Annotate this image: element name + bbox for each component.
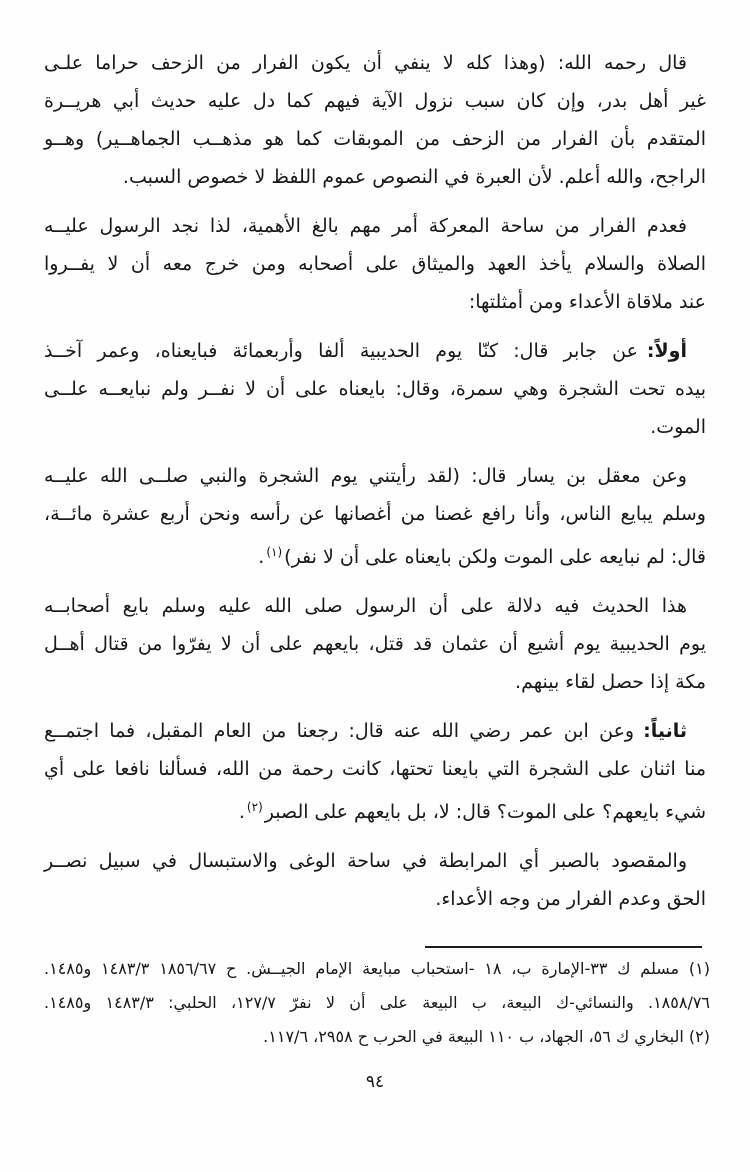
text-line: الصلاة والسلام يأخذ العهد والميثاق على أصحابه ومن خرج معه أن لا يفــروا [44, 253, 706, 275]
paragraph [44, 842, 706, 918]
footnote-line: ١٨٥٨/٧٦. والنسائي-ك البيعة، ب البيعة على أن لا نفرّ ١٢٧/٧، الحلبي: ١٤٨٣/٣ و١٤٨٥. [44, 993, 711, 1012]
paragraph [44, 587, 706, 701]
footnote-marker: (١) [266, 545, 283, 559]
text-line: غير أهل بدر، وإن كان سبب نزول الآية فيهم كما دل عليه حديث أبي هريــرة [44, 90, 706, 112]
footnotes-section [44, 952, 710, 1054]
text-line [44, 533, 706, 576]
text-line: مكة إذا حصل لقاء بينهم. [515, 671, 706, 693]
text-line: فعدم الفرار من ساحة المعركة أمر مهم بالغ الأهمية، لذا نجد الرسول عليــه [44, 215, 687, 237]
page-number: ٩٤ [365, 1072, 385, 1092]
footnote-separator [425, 946, 702, 948]
text-line: وعن معقل بن يسار قال: (لقد رأيتني يوم الشجرة والنبي صلــى الله عليــه [44, 465, 687, 487]
text-segment: شيء بايعهم؟ على الموت؟ قال: لا، بل بايعهم على الصبر [264, 801, 706, 823]
text-segment: عن جابر قال: كنّا يوم الحديبية ألفا وأربعمائة فبايعناه، وعمر آخــذ [44, 340, 638, 362]
text-segment: . [238, 801, 245, 823]
text-line: عند ملاقاة الأعداء ومن أمثلتها: [468, 291, 706, 313]
text-line: يوم الحديبية يوم أشيع أن عثمان قد قتل، بايعهم على أن لا يفرّوا من قتال أهــل [44, 633, 706, 655]
footnote-line: (١) مسلم ك ٣٣-الإمارة ب، ١٨ -استحباب مبايعة الإمام الجيــش. ح ١٨٥٦/٦٧ ١٤٨٣/٣ و١٤٨٥. [44, 959, 710, 978]
text-line [44, 712, 706, 750]
text-line: الراجح، والله أعلم. لأن العبرة في النصوص عموم اللفظ لا خصوص السبب. [122, 166, 706, 188]
ordinal-label: ثانياً: [643, 720, 687, 742]
footnote-line: (٢) البخاري ك ٥٦، الجهاد، ب ١١٠ البيعة في الحرب ح ٢٩٥٨، ١١٧/٦. [263, 1027, 710, 1046]
text-segment: وعن ابن عمر رضي الله عنه قال: رجعنا من العام المقبل، فما اجتمــع [44, 720, 635, 742]
text-line: وسلم يبايع الناس، وأنا رافع غصنا من أغصانها عن رأسه ونحن أربع عشرة مائــة، [44, 503, 706, 525]
paragraph [44, 332, 706, 446]
text-line: قال رحمه الله: (وهذا كله لا ينفي أن يكون الفرار من الزحف حراما علـى [44, 52, 687, 74]
footnote-marker: (٢) [246, 800, 263, 814]
body-text [44, 44, 706, 929]
text-line: الموت. [650, 416, 706, 438]
text-line [44, 332, 706, 370]
text-line: الحق وعدم الفرار من وجه الأعداء. [435, 888, 706, 910]
text-line [44, 788, 706, 831]
footnote [44, 1020, 710, 1054]
text-line: هذا الحديث فيه دلالة على أن الرسول صلى الله عليه وسلم بايع أصحابــه [44, 595, 687, 617]
text-segment: قال: لم نبايعه على الموت ولكن بايعناه على أن لا نفر) [284, 546, 706, 568]
text-line: بيده تحت الشجرة وهي سمرة، وقال: بايعناه على أن لا نفــر ولم نبايعــه علــى [44, 378, 706, 400]
paragraph [44, 457, 706, 576]
paragraph [44, 712, 706, 831]
paragraph [44, 44, 706, 196]
footnote [44, 952, 710, 1020]
text-line: منا اثنان على الشجرة التي بايعنا تحتها، كانت رحمة من الله، فسألنا نافعا على أي [44, 758, 706, 780]
paragraph [44, 207, 706, 321]
text-line: والمقصود بالصبر أي المرابطة في ساحة الوغى والاستبسال في سبيل نصــر [44, 850, 687, 872]
text-segment: . [258, 546, 265, 568]
text-line: المتقدم بأن الفرار من الزحف من الموبقات كما هو مذهــب الجماهــير) وهــو [44, 128, 706, 150]
ordinal-label: أولاً: [646, 340, 687, 362]
